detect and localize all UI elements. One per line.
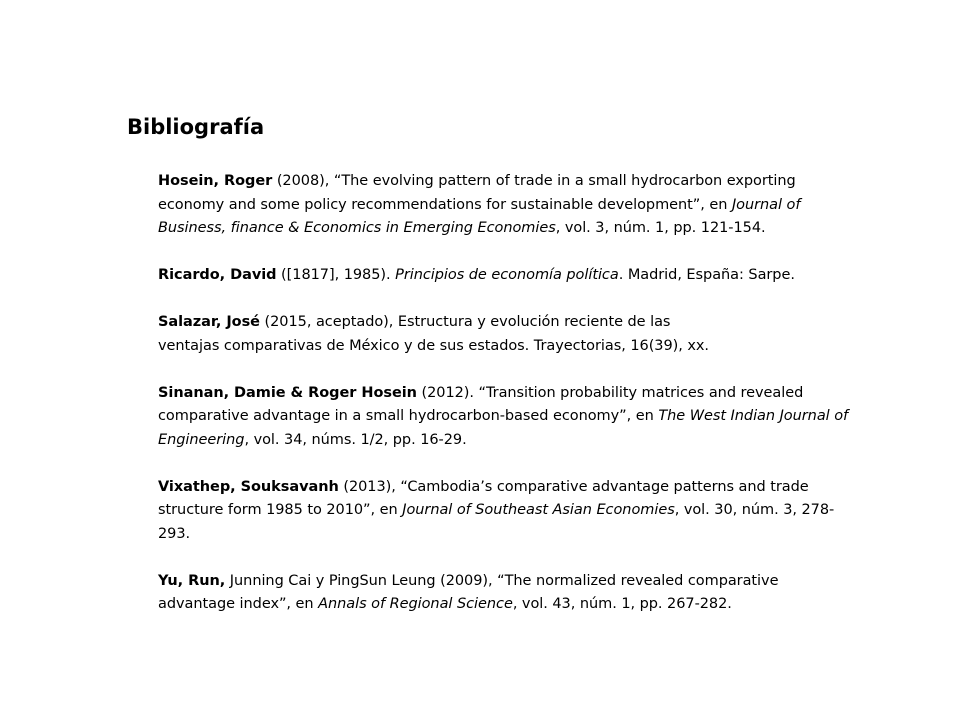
reference-text: , vol. 3, núm. 1, pp. 121-154. bbox=[555, 220, 766, 236]
reference-item bbox=[158, 382, 858, 453]
reference-text: (2008), “The evolving pattern of trade in a small hydrocarbon exporting economy and some policy recommendations for sustainable development”, en bbox=[158, 173, 796, 213]
reference-author: Salazar, José bbox=[158, 314, 260, 330]
reference-text: Junning Cai y PingSun Leung (2009), “The normalized revealed comparative advantage index”, en bbox=[158, 572, 779, 612]
reference-item bbox=[158, 264, 858, 288]
reference-book-title: Principios de economía política bbox=[395, 267, 619, 283]
reference-text: (2013), “Cambodia’s comparative advantage patterns and trade structure form 1985 to 2010”, en bbox=[158, 478, 809, 518]
reference-journal: Journal of Business, finance & Economics in Emerging Economies bbox=[158, 196, 801, 236]
reference-author: Sinanan, Damie & Roger Hosein bbox=[158, 384, 417, 401]
reference-text: ([1817], 1985). bbox=[276, 267, 396, 283]
reference-text: (2015, aceptado), Estructura y evolución reciente de las bbox=[259, 314, 671, 330]
reference-text: , vol. 43, núm. 1, pp. 267-282. bbox=[512, 596, 732, 612]
reference-item bbox=[158, 311, 858, 358]
reference-author: Yu, Run, bbox=[158, 572, 226, 589]
reference-item bbox=[158, 476, 858, 547]
reference-text: , vol. 34, núms. 1/2, pp. 16-29. bbox=[244, 431, 467, 448]
reference-item bbox=[158, 570, 858, 617]
reference-journal: Journal of Southeast Asian Economies bbox=[402, 502, 675, 518]
reference-journal: Annals of Regional Science bbox=[318, 596, 513, 612]
reference-list bbox=[158, 170, 858, 640]
reference-text: ventajas comparativas de México y de sus estados. Trayectorias, 16(39), xx. bbox=[158, 337, 709, 354]
reference-author: Vixathep, Souksavanh bbox=[158, 478, 339, 495]
reference-item bbox=[158, 170, 858, 241]
reference-journal: The West Indian Journal of Engineering bbox=[158, 408, 849, 448]
reference-text: . Madrid, España: Sarpe. bbox=[618, 267, 795, 283]
reference-author: Ricardo, David bbox=[158, 267, 277, 283]
page-title: Bibliografía bbox=[127, 115, 265, 139]
reference-text: , vol. 30, núm. 3, 278-293. bbox=[158, 502, 835, 542]
reference-author: Hosein, Roger bbox=[158, 173, 273, 189]
reference-text: (2012). “Transition probability matrices and revealed comparative advantage in a small hydrocarbon-based economy”, en bbox=[158, 384, 804, 424]
